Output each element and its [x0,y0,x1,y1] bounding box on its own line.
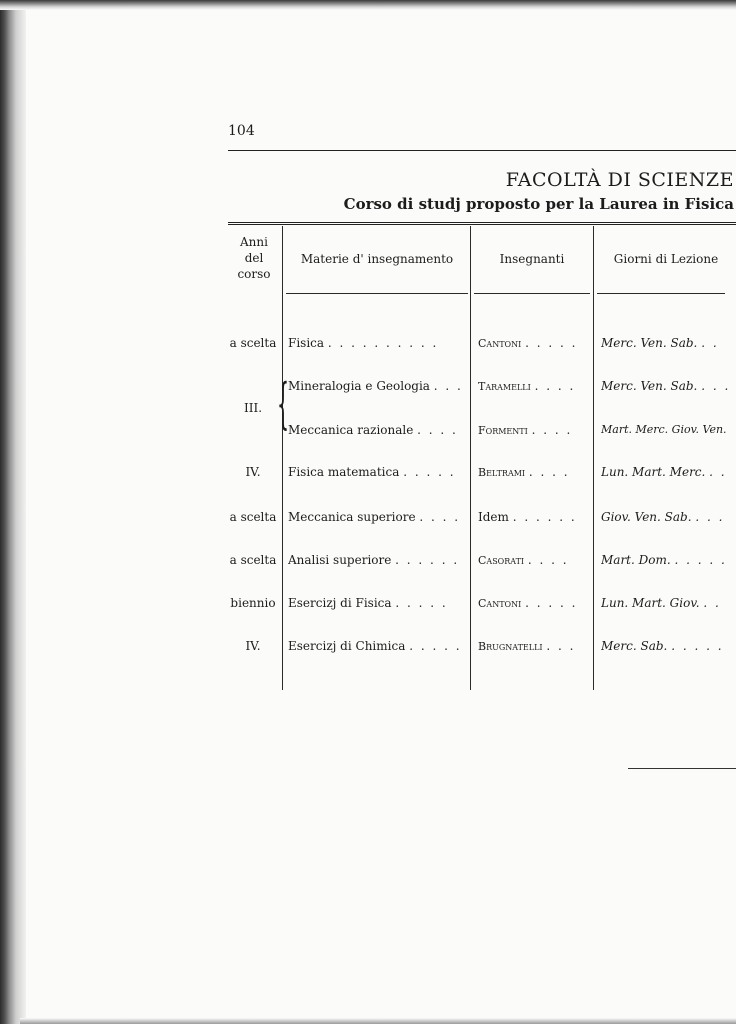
subject-cell: Fisica . . . . . . . . . . [288,336,439,350]
column-divider [282,226,283,690]
days-cell: Merc. Ven. Sab. . . . [601,379,731,393]
column-divider [593,226,594,690]
year-cell: IV. [245,639,261,653]
teacher-cell: Beltrami . . . . [478,465,570,479]
subject-cell: Fisica matematica . . . . . [288,465,456,479]
header-days: Giorni di Lezione [613,252,719,266]
header-underline [474,293,590,294]
closing-rule [628,768,736,769]
faculty-title: FACOLTÀ DI SCIENZE [505,169,734,191]
year-cell: a scelta [229,553,277,567]
year-cell: a scelta [229,336,277,350]
subject-cell: Mineralogia e Geologia . . . [288,379,463,393]
header-subject: Materie d' insegnamento [300,252,454,266]
subject-cell: Esercizj di Chimica . . . . . [288,639,462,653]
teacher-cell: Formenti . . . . [478,423,573,437]
days-cell: Merc. Ven. Sab. . . [601,336,719,350]
column-divider [470,226,471,690]
teacher-cell: Brugnatelli . . . [478,639,576,653]
teacher-cell: Idem . . . . . . [478,510,577,524]
header-underline [286,293,468,294]
subject-cell: Esercizj di Fisica . . . . . [288,596,448,610]
table-top-rule [228,222,736,227]
header-rule [228,150,736,151]
teacher-cell: Cantoni . . . . . [478,336,578,350]
days-cell: Merc. Sab. . . . . . [601,639,724,653]
subject-cell: Analisi superiore . . . . . . [288,553,460,567]
days-cell: Lun. Mart. Giov. . . [601,596,721,610]
year-label-group: III. [243,401,263,415]
book-spine-shadow [0,0,26,1024]
grouping-brace: { [277,372,290,435]
subject-cell: Meccanica razionale . . . . [288,423,458,437]
days-cell: Lun. Mart. Merc. . . [601,465,727,479]
page-top-edge [0,0,736,10]
teacher-cell: Casorati . . . . [478,553,569,567]
subject-cell: Meccanica superiore . . . . [288,510,461,524]
teacher-cell: Cantoni . . . . . [478,596,578,610]
page-number: 104 [228,123,255,139]
header-year: Anni del corso [237,235,271,281]
year-cell: a scelta [229,510,277,524]
header-underline [597,293,725,294]
year-cell: biennio [230,596,276,610]
days-cell: Mart. Dom. . . . . . [601,553,727,567]
teacher-cell: Taramelli . . . . [478,379,576,393]
year-cell: IV. [245,465,261,479]
course-title: Corso di studj proposto per la Laurea in Fisica [343,195,734,213]
days-cell: Mart. Merc. Giov. Ven. [601,423,727,436]
page-bottom-edge [20,1018,736,1024]
header-teacher: Insegnanti [499,252,565,266]
days-cell: Giov. Ven. Sab. . . . [601,510,725,524]
